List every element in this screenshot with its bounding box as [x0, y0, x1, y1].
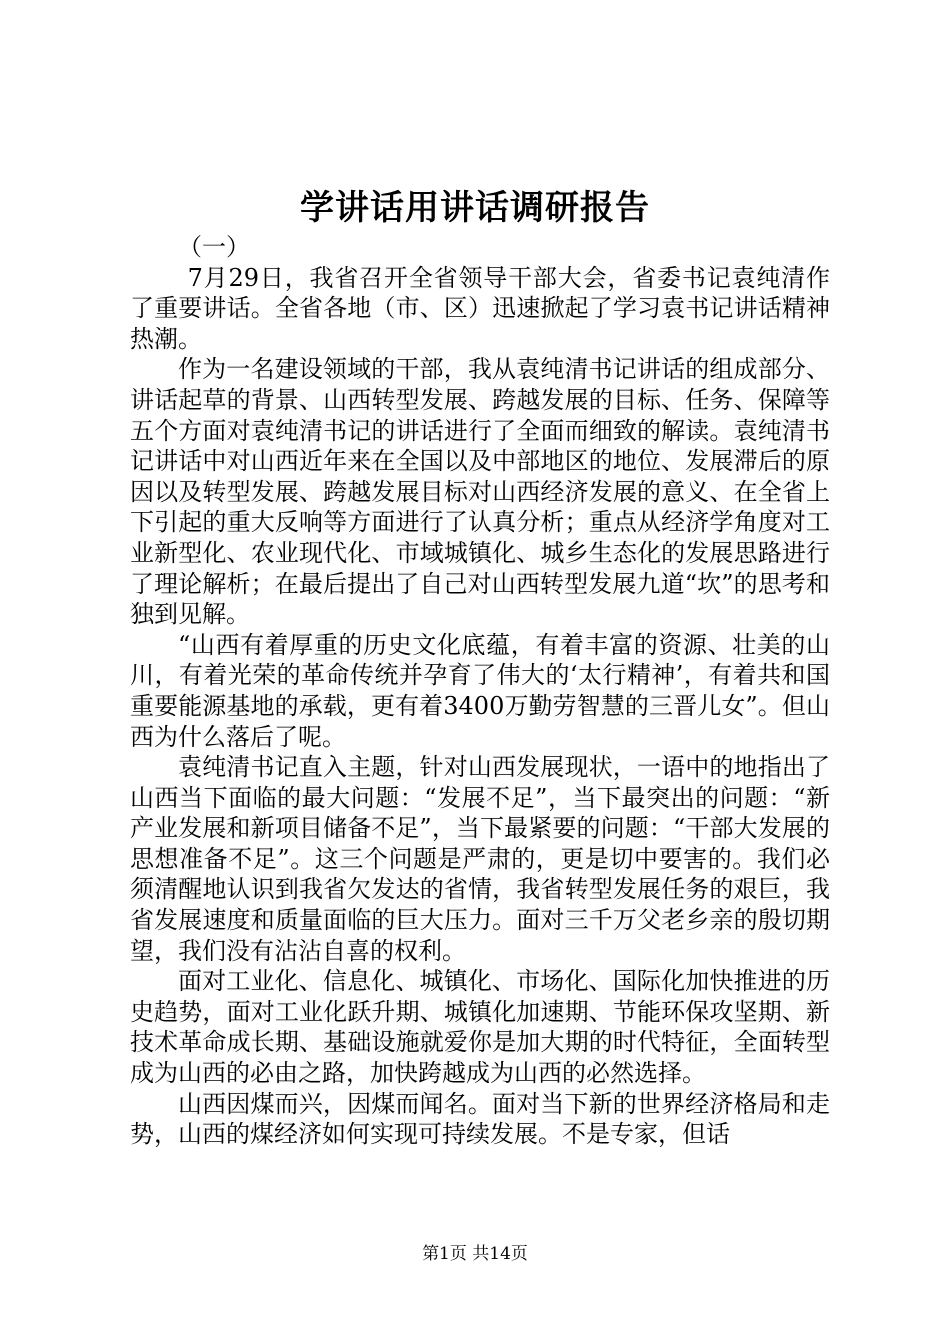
- paragraph: 袁纯清书记直入主题，针对山西发展现状，一语中的地指出了山西当下面临的最大问题：“发展不足”，当下最突出的问题：“新产业发展和新项目储备不足”，当下最紧要的问题：“干部大发展的思想准备不足”。这三个问题是严肃的，更是切中要害的。我们必须清醒地认识到我省欠发达的省情，我省转型发展任务的艰巨，我省发展速度和质量面临的巨大压力。面对三千万父老乡亲的殷切期望，我们没有沾沾自喜的权利。: [130, 753, 830, 965]
- page-number-footer: 第1页 共14页: [422, 1244, 528, 1264]
- section-marker: （一）: [178, 233, 250, 261]
- paragraph: 7月29日，我省召开全省领导干部大会，省委书记袁纯清作了重要讲话。全省各地（市、区）迅速掀起了学习袁书记讲话精神热潮。: [130, 263, 830, 353]
- paragraph: 作为一名建设领域的干部，我从袁纯清书记讲话的组成部分、讲话起草的背景、山西转型发展、跨越发展的目标、任务、保障等五个方面对袁纯清书记的讲话进行了全面而细致的解读。袁纯清书记讲话中对山西近年来在全国以及中部地区的地位、发展滞后的原因以及转型发展、跨越发展目标对山西经济发展的意义、在全省上下引起的重大反响等方面进行了认真分析；重点从经济学角度对工业新型化、农业现代化、市域城镇化、城乡生态化的发展思路进行了理论解析；在最后提出了自己对山西转型发展九道“坎”的思考和独到见解。: [130, 355, 830, 629]
- paragraph: “山西有着厚重的历史文化底蕴，有着丰富的资源、壮美的山川，有着光荣的革命传统并孕育了伟大的‘太行精神’，有着共和国重要能源基地的承载，更有着3400万勤劳智慧的三晋儿女”。但山西为什么落后了呢。: [130, 630, 830, 751]
- document-body: [130, 232, 830, 1150]
- paragraph: 山西因煤而兴，因煤而闻名。面对当下新的世界经济格局和走势，山西的煤经济如何实现可持续发展。不是专家，但话: [130, 1089, 830, 1149]
- paragraph: 面对工业化、信息化、城镇化、市场化、国际化加快推进的历史趋势，面对工业化跃升期、城镇化加速期、节能环保攻坚期、新技术革命成长期、基础设施就爱你是加大期的时代特征，全面转型成为山西的必由之路，加快跨越成为山西的必然选择。: [130, 967, 830, 1088]
- document-title: 学讲话用讲话调研报告: [300, 188, 650, 228]
